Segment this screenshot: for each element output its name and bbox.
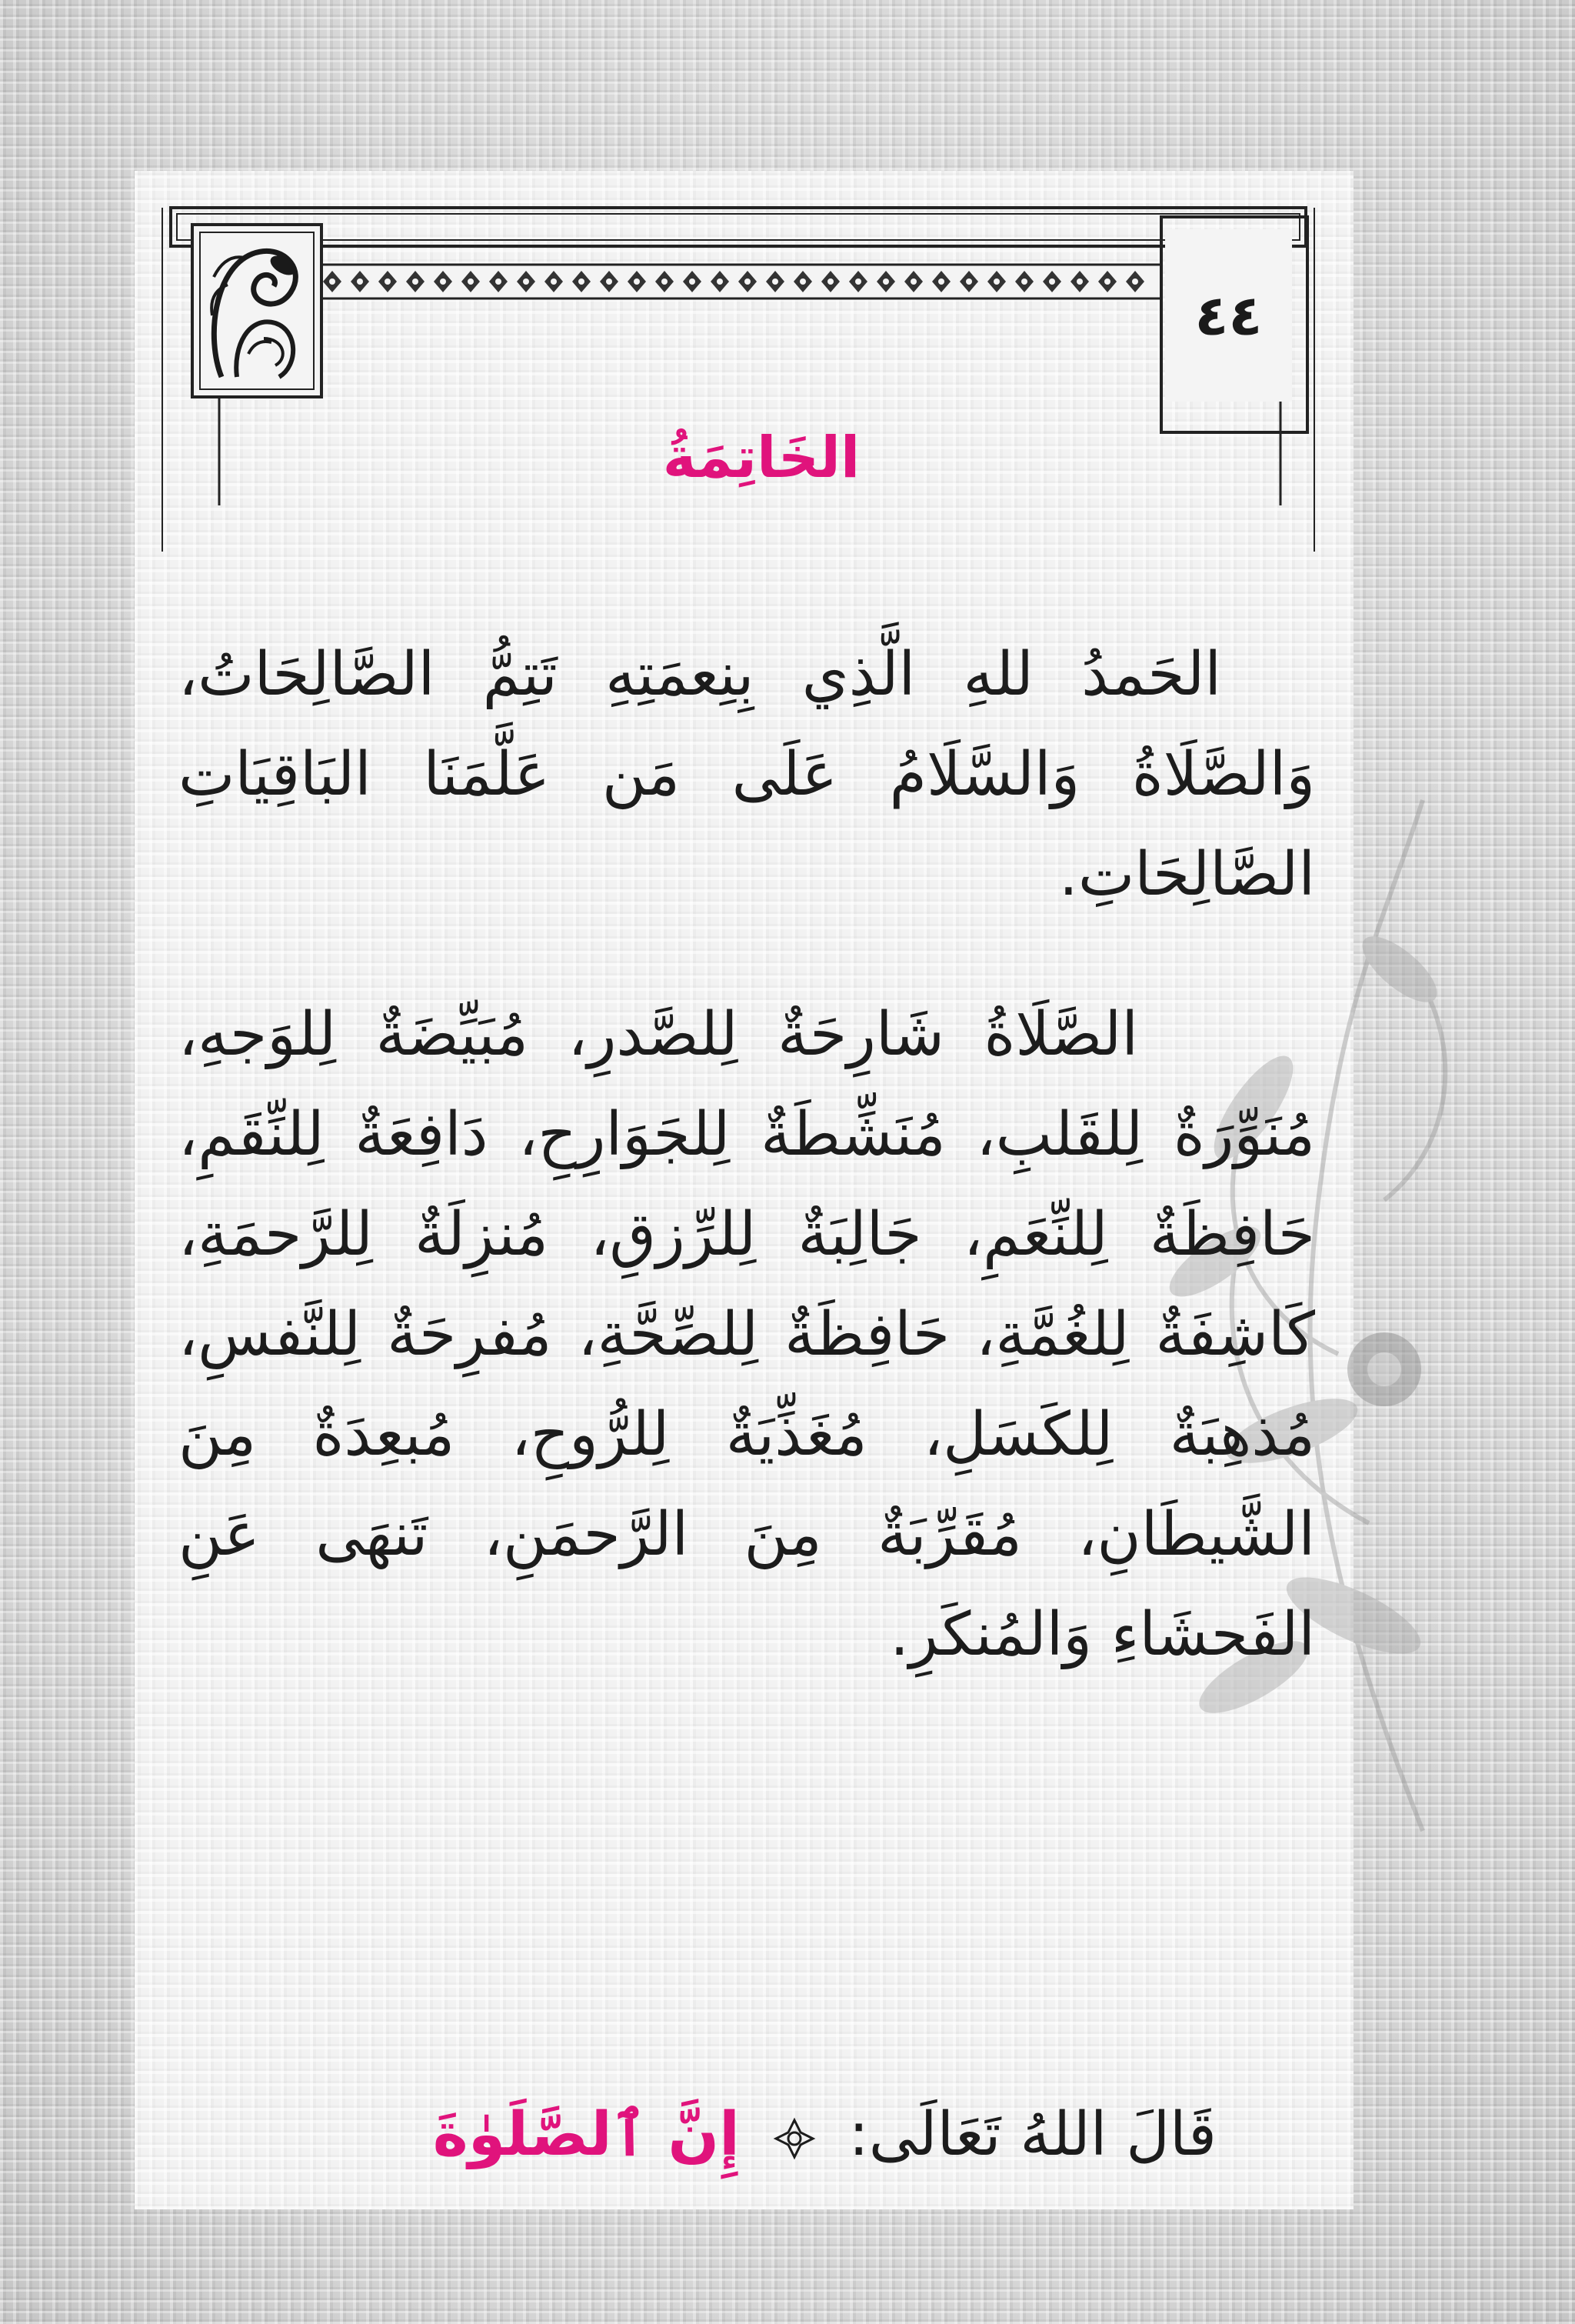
body-text [178,625,1315,1685]
quote-intro: قَالَ اللهُ تَعَالَى: [848,2100,1217,2169]
ornate-quote-bracket-icon [773,2117,816,2160]
quran-quote-line [178,2081,1315,2189]
verse-text: إِنَّ ٱلصَّلَوٰةَ [432,2100,740,2169]
chapter-title: الخَاتِمَةُ [662,425,861,491]
paragraph: الحَمدُ للهِ الَّذِي بِنِعمَتِهِ تَتِمُّ الصَّالِحَاتُ، وَالصَّلَاةُ وَالسَّلَامُ عَلَى مَن عَلَّمَنَا البَاقِيَاتِ الصَّالِحَاتِ. [178,640,1315,909]
page-number: ٤٤ [1165,229,1292,402]
paragraph: الصَّلَاةُ شَارِحَةٌ لِلصَّدرِ، مُبَيِّضَةٌ لِلوَجهِ، مُنَوِّرَةٌ لِلقَلبِ، مُنَشِّطَةٌ لِلجَوَارِحِ، دَافِعَةٌ لِلنِّقَمِ، حَافِظَةٌ لِلنِّعَمِ، جَالِبَةٌ لِلرِّزقِ، مُنزِلَةٌ لِلرَّحمَةِ، كَاشِفَةٌ لِلغُمَّةِ، حَافِظَةٌ لِلصِّحَّةِ، مُفرِحَةٌ لِلنَّفسِ، مُذهِبَةٌ لِلكَسَلِ، مُغَذِّيَةٌ لِلرُّوحِ، مُبعِدَةٌ مِنَ الشَّيطَانِ، مُقَرِّبَةٌ مِنَ الرَّحمَنِ، تَنهَى عَنِ الفَحشَاءِ وَالمُنكَرِ. [178,1000,1315,1669]
floral-corner-ornament-icon [191,223,323,398]
